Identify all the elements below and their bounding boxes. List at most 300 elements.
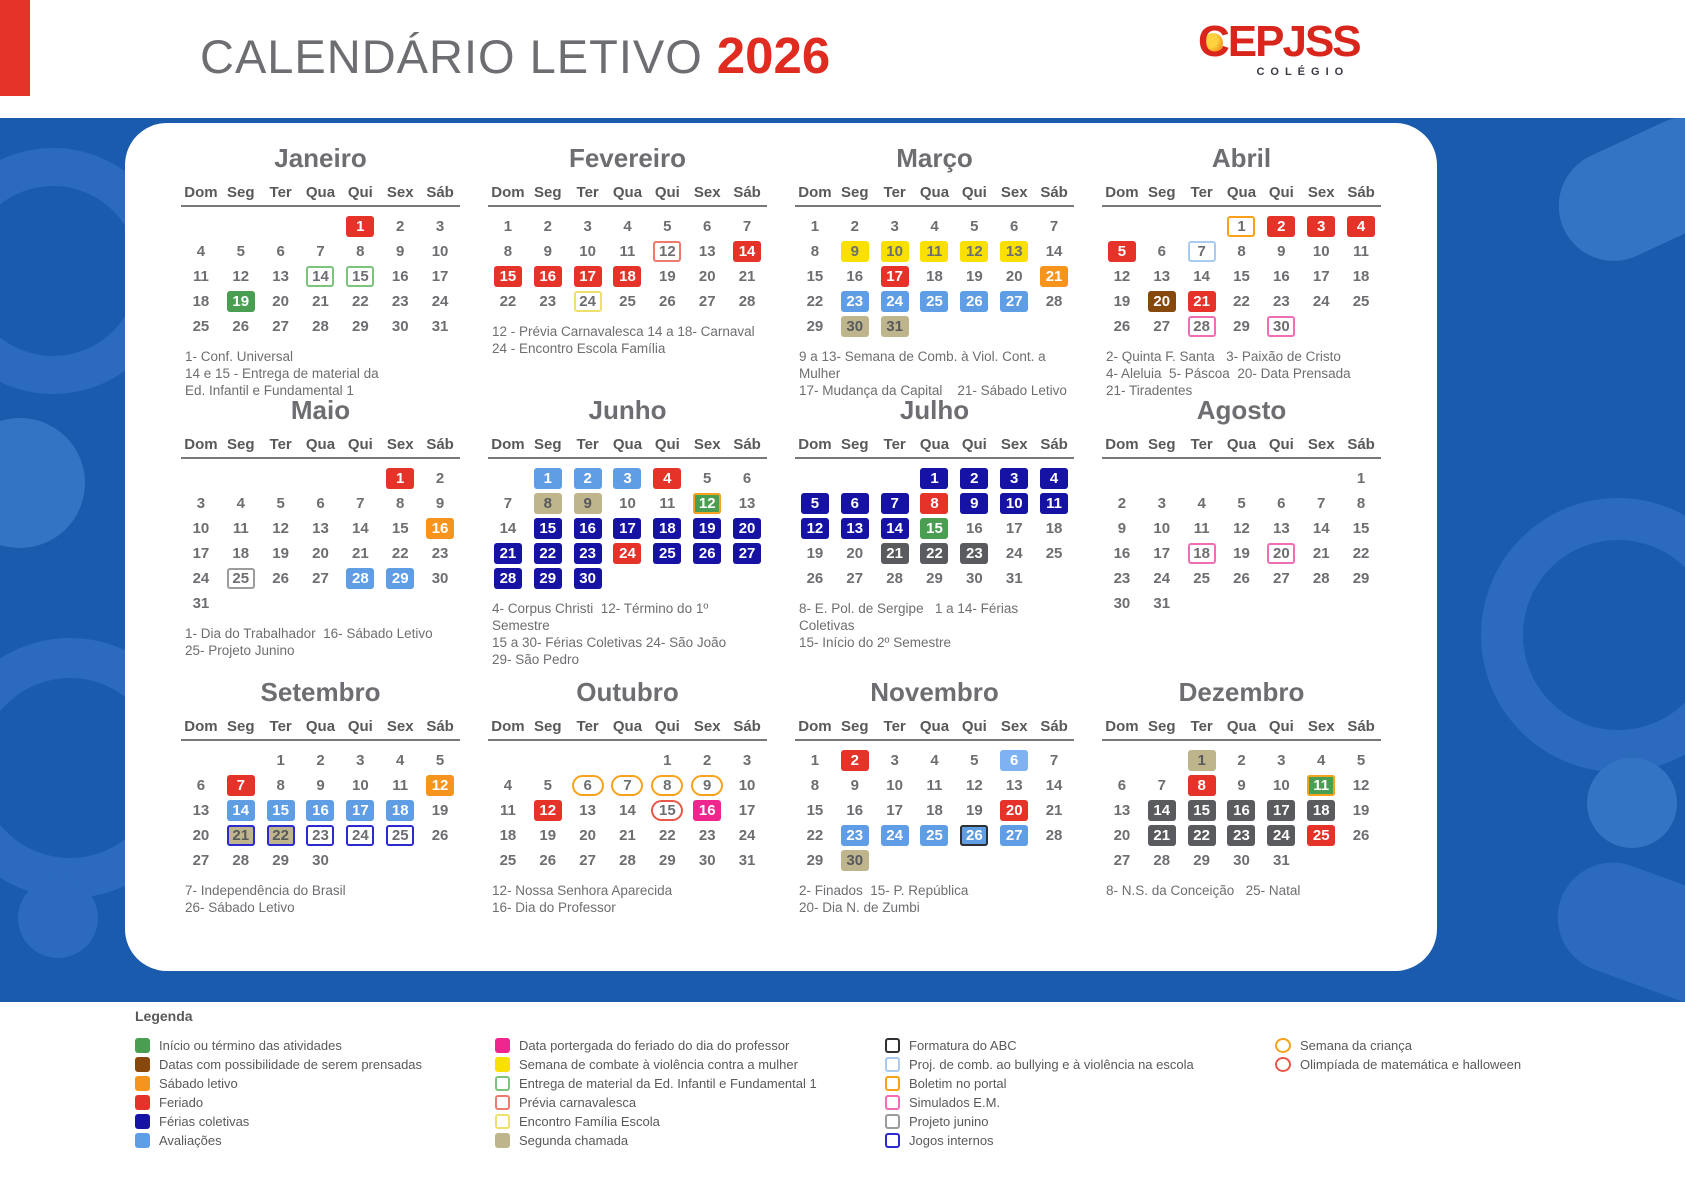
month-title: Dezembro <box>1178 677 1305 707</box>
day-number: 5 <box>703 470 712 487</box>
day-number: 24 <box>1312 293 1330 310</box>
day-number: 24 <box>346 825 374 846</box>
day-number: 25 <box>920 291 948 312</box>
day-cell <box>568 289 608 314</box>
day-number: 21 <box>619 827 636 844</box>
day-number: 26 <box>232 318 250 335</box>
day-number: 10 <box>881 241 909 262</box>
month-note: 24 - Encontro Escola Família <box>492 341 666 356</box>
day-number: 30 <box>1233 852 1250 869</box>
day-cell <box>1261 239 1301 264</box>
day-grid <box>1102 748 1381 873</box>
day-cell <box>488 239 528 264</box>
day-number: 17 <box>1267 800 1295 821</box>
month-note: 17- Mudança da Capital 21- Sábado Letivo <box>799 383 1067 398</box>
day-cell <box>528 239 568 264</box>
weekday-label: Ter <box>576 718 599 735</box>
day-cell <box>994 541 1034 566</box>
weekday-label: Qua <box>919 184 950 201</box>
day-number: 16 <box>426 518 454 539</box>
day-number: 23 <box>841 291 869 312</box>
day-cell <box>1222 516 1262 541</box>
decorative-shape <box>1481 498 1685 772</box>
day-number: 8 <box>810 777 820 794</box>
legend-item <box>495 1093 817 1112</box>
legend-swatch-icon <box>885 1133 900 1148</box>
day-number: 19 <box>1352 802 1370 819</box>
day-number: 11 <box>499 802 516 819</box>
day-cell <box>727 798 767 823</box>
weekday-label: Ter <box>269 718 292 735</box>
empty-cell <box>1142 748 1182 773</box>
weekday-label: Sáb <box>733 184 761 201</box>
month-note: 29- São Pedro <box>492 652 580 667</box>
day-number: 31 <box>1273 852 1290 869</box>
day-cell <box>221 823 261 848</box>
day-number: 9 <box>960 493 988 514</box>
day-cell <box>340 289 380 314</box>
day-cell <box>795 239 835 264</box>
weekday-label: Sáb <box>733 436 761 453</box>
day-cell <box>954 566 994 591</box>
empty-cell <box>261 214 301 239</box>
weekday-label: Seg <box>1148 718 1176 735</box>
day-number: 22 <box>352 293 369 310</box>
day-grid <box>795 466 1074 591</box>
legend-label: Semana de combate à violência contra a mulher <box>519 1057 798 1072</box>
empty-cell <box>608 748 648 773</box>
day-number: 19 <box>1233 545 1250 562</box>
month-note: 4- Aleluia 5- Páscoa 20- Data Prensada <box>1106 366 1351 381</box>
day-number: 2 <box>703 752 712 769</box>
weekday-label: Sáb <box>1040 436 1068 453</box>
day-number: 23 <box>1273 293 1290 310</box>
day-number: 13 <box>579 802 596 819</box>
day-cell <box>795 289 835 314</box>
empty-cell <box>795 466 835 491</box>
empty-cell <box>181 466 221 491</box>
day-number: 25 <box>192 318 210 335</box>
day-number: 31 <box>738 852 756 869</box>
day-cell <box>727 239 767 264</box>
day-number: 18 <box>499 827 517 844</box>
day-number: 7 <box>1188 241 1216 262</box>
day-cell <box>301 491 341 516</box>
day-number: 15 <box>267 800 295 821</box>
day-number: 9 <box>841 241 869 262</box>
day-number: 21 <box>1188 291 1216 312</box>
day-cell <box>261 239 301 264</box>
day-number: 9 <box>435 495 445 512</box>
day-cell <box>301 516 341 541</box>
day-cell <box>181 848 221 873</box>
weekday-label: Qui <box>347 436 373 453</box>
weekday-label: Qua <box>1226 436 1257 453</box>
day-cell <box>1102 591 1142 616</box>
day-cell <box>1102 491 1142 516</box>
day-number: 28 <box>619 852 636 869</box>
day-number: 5 <box>435 752 445 769</box>
month-note: 2- Quinta F. Santa 3- Paixão de Cristo <box>1106 349 1341 364</box>
logo-name: CEPJSS <box>1198 17 1360 66</box>
day-cell <box>1102 823 1142 848</box>
weekday-label: Ter <box>883 718 906 735</box>
day-cell <box>1261 491 1301 516</box>
day-cell <box>221 798 261 823</box>
day-cell <box>181 798 221 823</box>
month-março <box>791 137 1078 399</box>
day-cell <box>795 264 835 289</box>
day-number: 5 <box>276 495 285 512</box>
day-cell <box>420 239 460 264</box>
legend-item <box>495 1112 817 1131</box>
day-number: 1 <box>920 468 948 489</box>
legend-label: Segunda chamada <box>519 1133 629 1148</box>
weekday-label: Ter <box>269 184 292 201</box>
weekday-label: Ter <box>1190 718 1213 735</box>
day-number: 16 <box>1227 800 1255 821</box>
day-cell <box>528 798 568 823</box>
day-cell <box>1301 773 1341 798</box>
legend-label: Boletim no portal <box>909 1076 1007 1091</box>
day-number: 28 <box>1312 570 1330 587</box>
day-number: 14 <box>1193 268 1210 285</box>
day-number: 14 <box>733 241 761 262</box>
day-number: 20 <box>1113 827 1131 844</box>
day-cell <box>1341 748 1381 773</box>
day-cell <box>488 823 528 848</box>
day-number: 6 <box>1117 777 1127 794</box>
day-number: 2 <box>543 218 552 235</box>
day-cell <box>420 823 460 848</box>
empty-cell <box>181 748 221 773</box>
day-cell <box>1102 314 1142 339</box>
day-cell <box>420 516 460 541</box>
day-number: 7 <box>503 495 513 512</box>
day-cell <box>181 591 221 616</box>
day-cell <box>420 541 460 566</box>
day-cell <box>954 214 994 239</box>
day-cell <box>1301 214 1341 239</box>
day-number: 29 <box>1193 852 1210 869</box>
day-number: 12 <box>1113 268 1131 285</box>
day-cell <box>727 289 767 314</box>
day-number: 27 <box>192 852 210 869</box>
day-number: 24 <box>881 825 909 846</box>
day-cell <box>954 264 994 289</box>
weekday-label: Seg <box>534 718 562 735</box>
day-cell <box>528 491 568 516</box>
legend-swatch-icon <box>135 1038 150 1053</box>
day-cell <box>301 823 341 848</box>
day-number: 11 <box>392 777 409 794</box>
day-cell <box>915 798 955 823</box>
day-cell <box>994 516 1034 541</box>
day-cell <box>954 466 994 491</box>
day-cell <box>608 773 648 798</box>
day-number: 22 <box>1352 545 1370 562</box>
day-number: 28 <box>1153 852 1171 869</box>
day-number: 5 <box>1108 241 1136 262</box>
legend-swatch-icon <box>135 1095 150 1110</box>
day-cell <box>687 516 727 541</box>
day-cell <box>727 748 767 773</box>
day-number: 12 <box>960 241 988 262</box>
day-cell <box>380 541 420 566</box>
day-number: 13 <box>1273 520 1290 537</box>
page-title <box>200 26 830 85</box>
day-cell <box>380 798 420 823</box>
day-number: 26 <box>960 291 988 312</box>
legend <box>135 1008 1675 1183</box>
day-cell <box>1301 239 1341 264</box>
day-cell <box>994 566 1034 591</box>
day-number: 1 <box>810 218 820 235</box>
day-number: 7 <box>316 243 325 260</box>
day-number: 1 <box>503 218 513 235</box>
day-number: 5 <box>663 218 672 235</box>
day-cell <box>568 848 608 873</box>
weekday-label: Qua <box>305 184 336 201</box>
day-number: 13 <box>841 518 869 539</box>
day-cell <box>727 848 767 873</box>
legend-swatch-icon <box>885 1038 900 1053</box>
decorative-shape <box>18 878 98 958</box>
day-number: 15 <box>920 518 948 539</box>
day-cell <box>954 798 994 823</box>
day-cell <box>647 516 687 541</box>
title-year: 2026 <box>716 27 831 84</box>
day-number: 4 <box>1317 752 1326 769</box>
day-number: 9 <box>574 493 602 514</box>
day-number: 25 <box>653 543 681 564</box>
day-cell <box>1102 773 1142 798</box>
day-number: 31 <box>881 316 909 337</box>
day-cell <box>994 214 1034 239</box>
day-number: 18 <box>653 518 681 539</box>
day-number: 28 <box>494 568 522 589</box>
month-title: Outubro <box>576 677 679 707</box>
legend-swatch-icon <box>495 1095 510 1110</box>
weekday-label: Seg <box>534 184 562 201</box>
day-cell <box>915 239 955 264</box>
day-number: 3 <box>613 468 641 489</box>
day-cell <box>488 848 528 873</box>
day-cell <box>954 541 994 566</box>
day-cell <box>915 214 955 239</box>
day-number: 15 <box>806 268 824 285</box>
legend-item <box>135 1131 422 1150</box>
legend-label: Semana da criança <box>1300 1038 1413 1053</box>
day-number: 21 <box>738 268 756 285</box>
day-number: 5 <box>970 218 979 235</box>
day-number: 18 <box>386 800 414 821</box>
day-cell <box>608 264 648 289</box>
month-outubro <box>484 671 771 916</box>
day-cell <box>380 773 420 798</box>
day-number: 4 <box>1347 216 1375 237</box>
day-cell <box>1182 516 1222 541</box>
weekday-label: Qua <box>919 718 950 735</box>
day-number: 16 <box>1273 268 1290 285</box>
weekday-label: Seg <box>227 436 255 453</box>
day-number: 20 <box>733 518 761 539</box>
day-number: 6 <box>1010 218 1019 235</box>
legend-item <box>495 1074 817 1093</box>
day-cell <box>1102 541 1142 566</box>
day-number: 18 <box>613 266 641 287</box>
day-cell <box>687 214 727 239</box>
day-number: 9 <box>691 775 723 796</box>
day-number: 11 <box>1353 243 1369 260</box>
day-number: 10 <box>1273 777 1290 794</box>
legend-label: Início ou término das atividades <box>159 1038 342 1053</box>
day-number: 6 <box>276 243 285 260</box>
day-cell <box>1034 773 1074 798</box>
weekday-label: Sáb <box>1347 436 1375 453</box>
day-number: 29 <box>534 568 562 589</box>
weekday-label: Qua <box>305 718 336 735</box>
weekday-label: Dom <box>491 718 525 735</box>
day-cell <box>608 466 648 491</box>
month-note: 8- N.S. da Conceição 25- Natal <box>1106 883 1301 898</box>
day-cell <box>835 516 875 541</box>
month-note: 7- Independência do Brasil <box>185 883 346 898</box>
day-number: 17 <box>346 800 374 821</box>
month-title: Julho <box>899 395 970 425</box>
day-number: 12 <box>272 520 289 537</box>
day-cell <box>1102 798 1142 823</box>
day-number: 11 <box>1040 493 1068 514</box>
day-number: 18 <box>1307 800 1335 821</box>
day-cell <box>380 491 420 516</box>
legend-column <box>135 1036 422 1150</box>
weekday-label: Dom <box>491 184 525 201</box>
day-number: 6 <box>196 777 206 794</box>
day-number: 6 <box>1000 750 1028 771</box>
day-number: 7 <box>881 493 909 514</box>
school-logo <box>1198 17 1360 78</box>
day-cell <box>1102 239 1142 264</box>
day-number: 1 <box>1356 470 1366 487</box>
day-cell <box>795 214 835 239</box>
weekday-label: Sex <box>1307 718 1335 735</box>
day-number: 3 <box>196 495 206 512</box>
weekday-label: Dom <box>798 436 832 453</box>
day-cell <box>835 748 875 773</box>
day-cell <box>1301 748 1341 773</box>
day-cell <box>488 516 528 541</box>
legend-label: Projeto junino <box>909 1114 989 1129</box>
day-cell <box>261 314 301 339</box>
month-note: Ed. Infantil e Fundamental 1 <box>185 383 354 398</box>
day-number: 30 <box>966 570 983 587</box>
day-cell <box>1261 289 1301 314</box>
day-cell <box>647 748 687 773</box>
legend-swatch-icon <box>135 1133 150 1148</box>
month-note: 20- Dia N. de Zumbi <box>799 900 920 915</box>
day-number: 3 <box>890 752 899 769</box>
day-number: 3 <box>1277 752 1286 769</box>
weekday-label: Sáb <box>426 184 454 201</box>
day-number: 8 <box>396 495 405 512</box>
day-number: 15 <box>806 802 824 819</box>
day-number: 28 <box>1045 827 1063 844</box>
day-cell <box>954 239 994 264</box>
legend-label: Sábado letivo <box>159 1076 238 1091</box>
day-number: 14 <box>499 520 517 537</box>
weekday-label: Sáb <box>426 436 454 453</box>
day-cell <box>1182 289 1222 314</box>
empty-cell <box>488 466 528 491</box>
day-number: 27 <box>698 293 716 310</box>
weekday-label: Qua <box>612 718 643 735</box>
day-number: 15 <box>651 800 683 821</box>
day-cell <box>340 239 380 264</box>
day-number: 2 <box>841 750 869 771</box>
weekday-header <box>1102 718 1381 741</box>
day-cell <box>608 239 648 264</box>
day-number: 24 <box>431 293 449 310</box>
day-number: 20 <box>312 545 329 562</box>
day-cell <box>1341 516 1381 541</box>
day-number: 22 <box>920 543 948 564</box>
month-janeiro <box>177 137 464 399</box>
day-number: 16 <box>846 268 864 285</box>
month-note: 8- E. Pol. de Sergipe 1 a 14- Férias Coletivas <box>799 601 1022 633</box>
day-cell <box>420 566 460 591</box>
day-cell <box>1142 264 1182 289</box>
weekday-header <box>795 184 1074 207</box>
day-number: 7 <box>356 495 365 512</box>
day-cell <box>340 264 380 289</box>
day-cell <box>1301 541 1341 566</box>
day-number: 4 <box>396 752 405 769</box>
day-cell <box>1142 516 1182 541</box>
weekday-label: Dom <box>184 718 218 735</box>
day-cell <box>528 566 568 591</box>
day-number: 5 <box>1356 752 1366 769</box>
day-cell <box>1261 566 1301 591</box>
day-number: 24 <box>881 291 909 312</box>
day-cell <box>340 491 380 516</box>
day-number: 26 <box>1233 570 1250 587</box>
weekday-label: Ter <box>576 184 599 201</box>
day-cell <box>954 289 994 314</box>
day-cell <box>221 239 261 264</box>
day-cell <box>727 466 767 491</box>
day-number: 8 <box>1237 243 1246 260</box>
legend-swatch-icon <box>135 1057 150 1072</box>
day-number: 26 <box>693 543 721 564</box>
day-number: 12 <box>426 775 454 796</box>
month-notes <box>488 323 767 357</box>
month-title: Abril <box>1211 143 1272 173</box>
day-number: 19 <box>431 802 449 819</box>
legend-swatch-icon <box>495 1133 510 1148</box>
day-cell <box>488 541 528 566</box>
day-cell <box>261 848 301 873</box>
weekday-header <box>181 718 460 741</box>
day-cell <box>994 823 1034 848</box>
day-cell <box>301 798 341 823</box>
day-number: 29 <box>1233 318 1250 335</box>
day-cell <box>1034 466 1074 491</box>
day-number: 21 <box>1040 266 1068 287</box>
empty-cell <box>1102 748 1142 773</box>
weekday-label: Qui <box>1268 718 1294 735</box>
day-cell <box>954 748 994 773</box>
